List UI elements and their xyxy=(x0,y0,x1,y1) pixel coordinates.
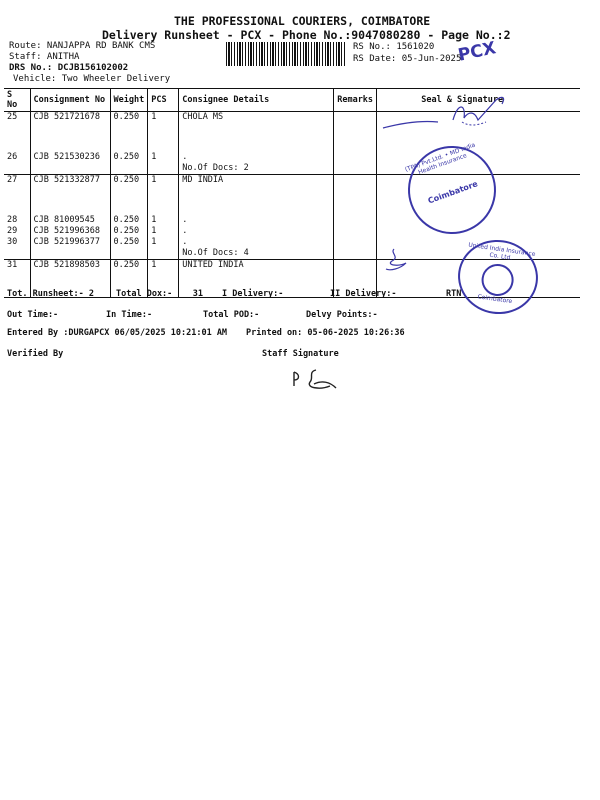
cell-sno: 29 xyxy=(4,226,30,237)
docs-row xyxy=(4,163,580,175)
cell-consignee: CHOLA MS xyxy=(179,112,334,152)
md-india-stamp-ring: (TPA) Pvt.Ltd. • MD India Health Insurance xyxy=(404,141,477,177)
cell-pcs: 1 xyxy=(148,226,179,237)
cell-consignment: CJB 521530236 xyxy=(30,152,110,163)
united-stamp-ring: United India Insurance Co. Ltd. xyxy=(467,241,536,262)
cell-pcs: 1 xyxy=(148,237,179,248)
total-dox: Total Dox:- 31 xyxy=(116,289,203,299)
col-consignment: Consignment No xyxy=(30,89,110,112)
staff-signature-label: Staff Signature xyxy=(262,349,339,359)
cell-consignment: CJB 81009545 xyxy=(30,215,110,226)
tot-runsheet: Tot. Runsheet:- 2 xyxy=(7,289,94,299)
cell-pcs: 1 xyxy=(148,152,179,163)
vehicle-label: Vehicle: Two Wheeler Delivery xyxy=(13,74,171,84)
verified-by: Verified By xyxy=(7,349,64,359)
barcode xyxy=(226,42,346,66)
printed-on: Printed on: 05-06-2025 10:26:36 xyxy=(246,328,405,338)
cell-consignment: CJB 521898503 xyxy=(30,260,110,298)
docs-count: No.Of Docs: 4 xyxy=(179,248,334,260)
md-india-stamp-center: Coimbatore xyxy=(426,179,479,206)
cell-consignee: . xyxy=(179,226,334,237)
drs-number: DRS No.: DCJB156102002 xyxy=(9,63,129,73)
cell-consignment: CJB 521721678 xyxy=(30,112,110,152)
cell-sno: 30 xyxy=(4,237,30,248)
signature-united xyxy=(380,245,420,275)
cell-sno: 25 xyxy=(4,112,30,152)
cell-consignee: . xyxy=(179,215,334,226)
runsheet-subtitle: Delivery Runsheet - PCX - Phone No.:9047080280 - Page No.:2 xyxy=(102,28,511,42)
col-consignee: Consignee Details xyxy=(179,89,334,112)
staff-signature xyxy=(286,364,346,398)
total-pod: Total POD:- xyxy=(203,310,260,320)
cell-consignee: . xyxy=(179,237,334,248)
col-weight: Weight xyxy=(110,89,148,112)
entered-by: Entered By :DURGAPCX 06/05/2025 10:21:01 AM xyxy=(7,328,228,338)
cell-consignment: CJB 521996368 xyxy=(30,226,110,237)
route-label: Route: NANJAPPA RD BANK CMS xyxy=(9,41,156,51)
col-seal: Seal & Signature xyxy=(377,89,580,112)
pcx-mark: PCX xyxy=(456,38,498,66)
cell-consignee: UNITED INDIA xyxy=(179,260,334,298)
cell-sno: 31 xyxy=(4,260,30,298)
cell-sno: 28 xyxy=(4,215,30,226)
cell-pcs: 1 xyxy=(148,112,179,152)
cell-weight: 0.250 xyxy=(110,260,148,298)
cell-pcs: 1 xyxy=(148,260,179,298)
out-time: Out Time:- xyxy=(7,310,59,320)
cell-sno: 27 xyxy=(4,175,30,215)
col-sno: S No xyxy=(4,89,30,112)
cell-weight: 0.250 xyxy=(110,215,148,226)
cell-consignee: . xyxy=(179,152,334,163)
united-stamp-center: Coimbatore xyxy=(477,293,513,306)
cell-consignment: CJB 521332877 xyxy=(30,175,110,215)
company-title: THE PROFESSIONAL COURIERS, COIMBATORE xyxy=(174,14,431,28)
cell-weight: 0.250 xyxy=(110,175,148,215)
table-row xyxy=(4,226,580,237)
rs-date: RS Date: 05-Jun-2025 xyxy=(353,54,462,64)
docs-count: No.Of Docs: 2 xyxy=(179,163,334,175)
i-delivery: I Delivery:- xyxy=(222,289,284,299)
signature-chola xyxy=(378,92,528,142)
table-row xyxy=(4,152,580,163)
cell-weight: 0.250 xyxy=(110,152,148,163)
cell-pcs: 1 xyxy=(148,215,179,226)
united-stamp-logo xyxy=(480,262,516,298)
delvy-points: Delvy Points:- xyxy=(306,310,378,320)
cell-consignee: MD INDIA xyxy=(179,175,334,215)
staff-label: Staff: ANITHA xyxy=(9,52,80,62)
rtn-label: RTN xyxy=(446,289,462,299)
col-remarks: Remarks xyxy=(334,89,377,112)
cell-consignment: CJB 521996377 xyxy=(30,237,110,248)
cell-weight: 0.250 xyxy=(110,112,148,152)
ii-delivery: II Delivery:- xyxy=(330,289,397,299)
table-row xyxy=(4,215,580,226)
col-pcs: PCS xyxy=(148,89,179,112)
rs-number: RS No.: 1561020 xyxy=(353,42,435,52)
cell-weight: 0.250 xyxy=(110,226,148,237)
cell-weight: 0.250 xyxy=(110,237,148,248)
cell-pcs: 1 xyxy=(148,175,179,215)
cell-sno: 26 xyxy=(4,152,30,163)
in-time: In Time:- xyxy=(106,310,153,320)
